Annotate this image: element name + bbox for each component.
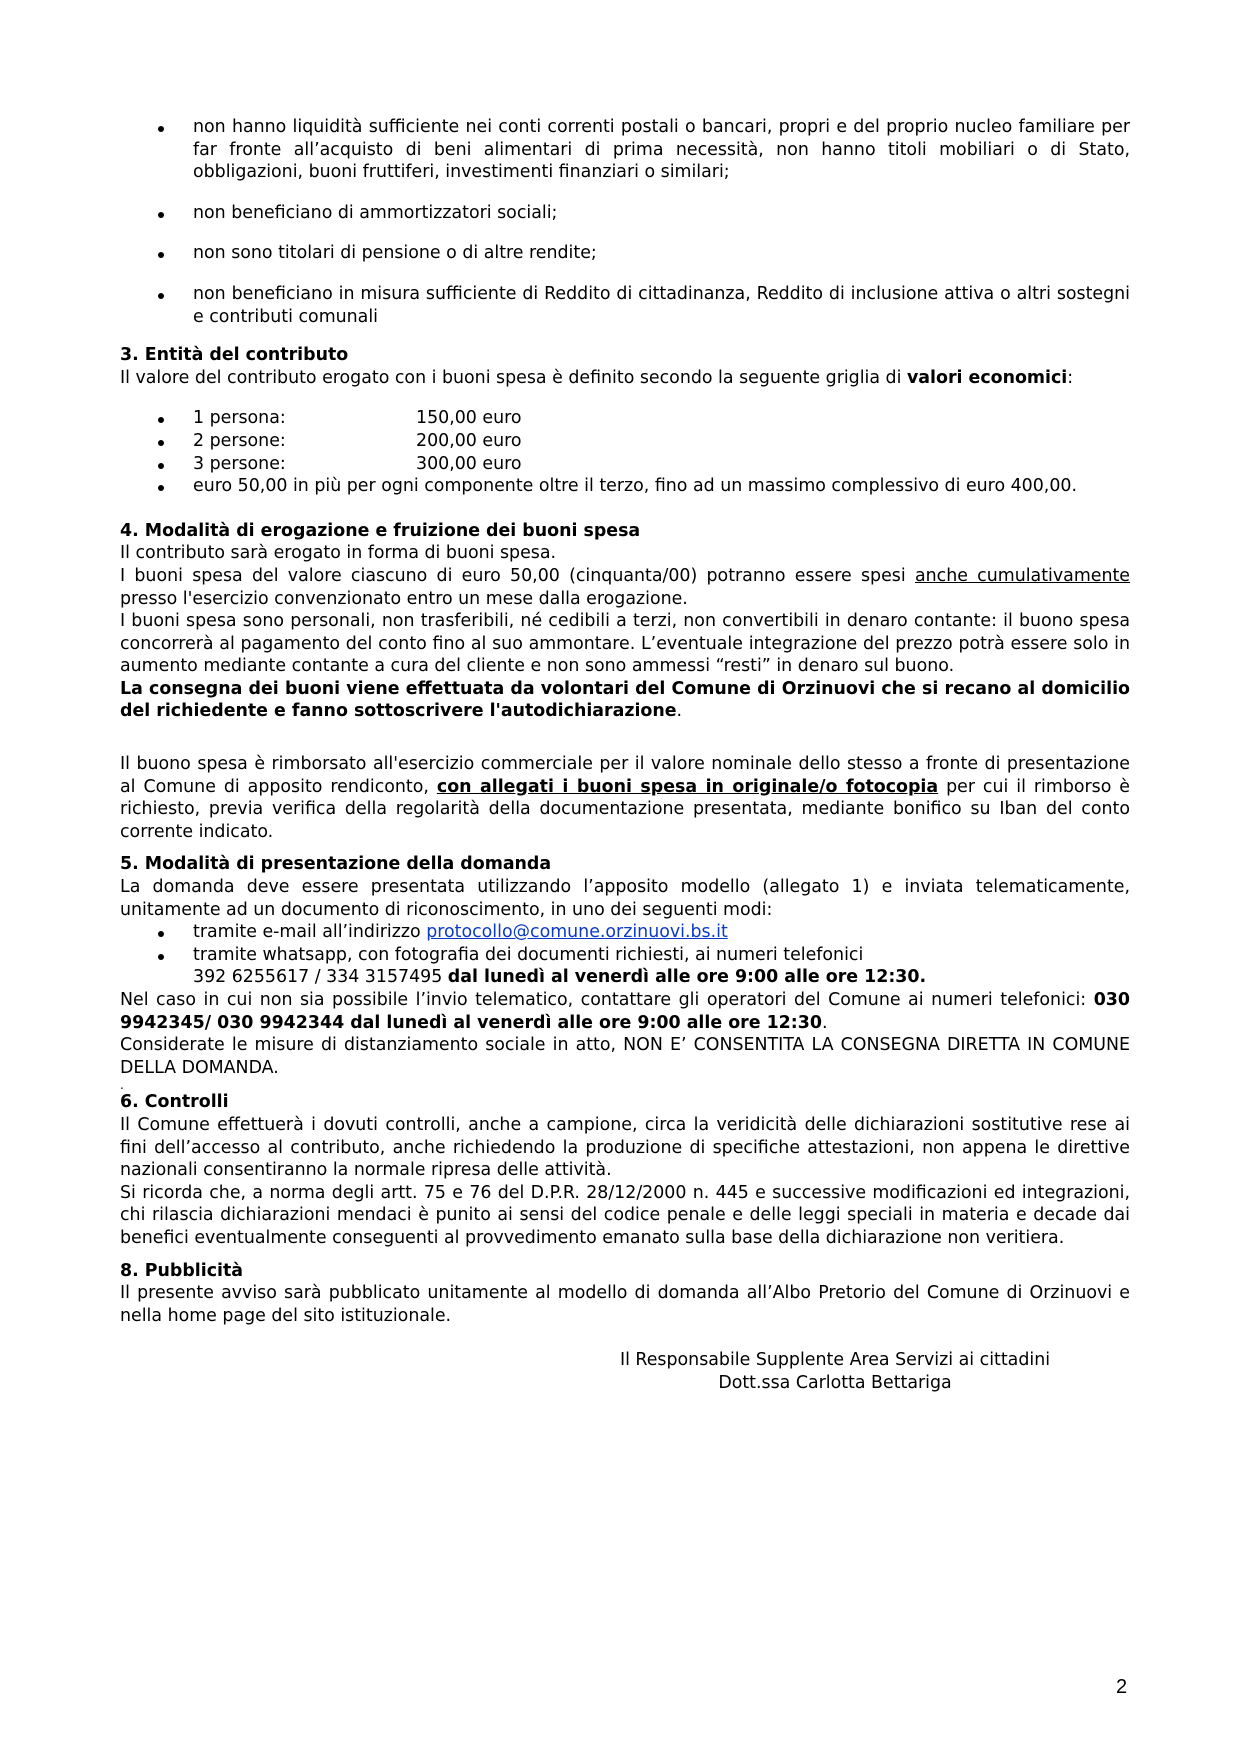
section-8-heading: 8. Pubblicità [120,1260,244,1281]
section-4-p3: I buoni spesa sono personali, non trasferibili, né cedibili a terzi, non convertibili in denaro contante: il buono spesa concorrerà al pagamento del conto fino al suo ammontare. L’eventuale integrazione del prezzo potrà essere solo in aumento mediante contante a cura del cliente e non sono ammessi “resti” in denaro sul buono. [120,611,1130,677]
list-item: non hanno liquidità sufficiente nei conti correnti postali o bancari, propri e del proprio nucleo familiare per far fronte all’acquisto di beni alimentari di prima necessità, non hanno titoli mobiliari o di Stato, obbligazioni, buoni fruttiferi, investimenti finanziari o similari; [120,116,1130,184]
contribution-grid [120,407,1130,497]
section-4-p4: La consegna dei buoni viene effettuata da volontari del Comune di Orzinuovi che si recano al domicilio del richiedente e fanno sottoscrivere l'autodichiarazione. [120,678,1130,722]
grid-row: euro 50,00 in più per ogni componente oltre il terzo, fino ad un massimo complessivo di euro 400,00. [120,475,1130,498]
section-4-heading: 4. Modalità di erogazione e fruizione dei buoni spesa [120,520,641,541]
submission-methods [120,921,1130,989]
section-3-heading: 3. Entità del contributo [120,345,349,366]
section-4-p5: Il buono spesa è rimborsato all'esercizio commerciale per il valore nominale dello stesso a fronte di presentazione al Comune di apposito rendiconto, con allegati i buoni spesa in originale/o fotocopia per cui il rimborso è richiesto, previa verifica della regolarità della documentazione presentata, mediante bonifico su Iban del conto corrente indicato. [120,754,1130,842]
section-4-p1: Il contributo sarà erogato in forma di buoni spesa. [120,543,557,564]
section-8-p1: Il presente avviso sarà pubblicato unitamente al modello di domanda all’Albo Pretorio del Comune di Orzinuovi e nella home page del sito istituzionale. [120,1283,1130,1326]
section-4-p2: I buoni spesa del valore ciascuno di euro 50,00 (cinquanta/00) potranno essere spesi anche cumulativamente presso l'esercizio convenzionato entro un mese dalla erogazione. [120,565,1130,609]
section-3-intro: Il valore del contributo erogato con i buoni spesa è definito secondo la seguente griglia di valori economici: [120,367,1074,388]
list-item: tramite whatsapp, con fotografia dei documenti richiesti, ai numeri telefonici 392 6255617 / 334 3157495 dal lunedì al venerdì alle ore 9:00 alle ore 12:30. [120,944,1130,989]
signature-role: Il Responsabile Supplente Area Servizi ai cittadini [619,1350,1051,1371]
section-5-intro: La domanda deve essere presentata utilizzando l’apposito modello (allegato 1) e inviata telematicamente, unitamente ad un documento di riconoscimento, in uno dei seguenti modi: [120,877,1130,920]
section-6-p2: Si ricorda che, a norma degli artt. 75 e 76 del D.P.R. 28/12/2000 n. 445 e successive modificazioni ed integrazioni, chi rilascia dichiarazioni mendaci è punito ai sensi del codice penale e delle leggi speciali in materia e decade dai benefici eventualmente conseguenti al provvedimento emanato sulla base della dichiarazione non veritiera. [120,1182,1130,1248]
section-6-heading: 6. Controlli [120,1092,229,1113]
list-item: non beneficiano di ammortizzatori sociali; [120,202,1130,225]
grid-row: 2 persone: 200,00 euro [120,430,1130,453]
grid-row: 3 persone: 300,00 euro [120,453,1130,476]
stray-dot: . [120,1078,124,1093]
list-item: tramite e-mail all’indirizzo protocollo@comune.orzinuovi.bs.it [120,921,1130,944]
signature-name: Dott.ssa Carlotta Bettariga [718,1372,952,1393]
section-5-heading: 5. Modalità di presentazione della domanda [120,854,552,875]
document-page [120,116,1130,1395]
list-item: non sono titolari di pensione o di altre rendite; [120,242,1130,265]
signature-block [120,1349,1130,1394]
section-5-phone: Nel caso in cui non sia possibile l’invio telematico, contattare gli operatori del Comune ai numeri telefonici: 030 9942345/ 030 9942344 dal lunedì al venerdì alle ore 9:00 alle ore 12:30. [120,990,1131,1033]
section-6-p1: Il Comune effettuerà i dovuti controlli, anche a campione, circa la veridicità delle dichiarazioni sostitutive rese ai fini dell’accesso al contributo, anche richiedendo la produzione di specifiche attestazioni, non appena le direttive nazionali consentiranno la normale ripresa delle attività. [120,1114,1130,1181]
grid-row: 1 persona: 150,00 euro [120,407,1130,430]
page-number: 2 [1116,1676,1128,1698]
list-item: non beneficiano in misura sufficiente di Reddito di cittadinanza, Reddito di inclusione attiva o altri sostegni e contributi comunali [120,283,1130,328]
section-5-notice: Considerate le misure di distanziamento sociale in atto, NON E’ CONSENTITA LA CONSEGNA DIRETTA IN COMUNE DELLA DOMANDA. [120,1035,1130,1078]
eligibility-list [120,116,1130,328]
email-link[interactable]: protocollo@comune.orzinuovi.bs.it [426,922,728,943]
